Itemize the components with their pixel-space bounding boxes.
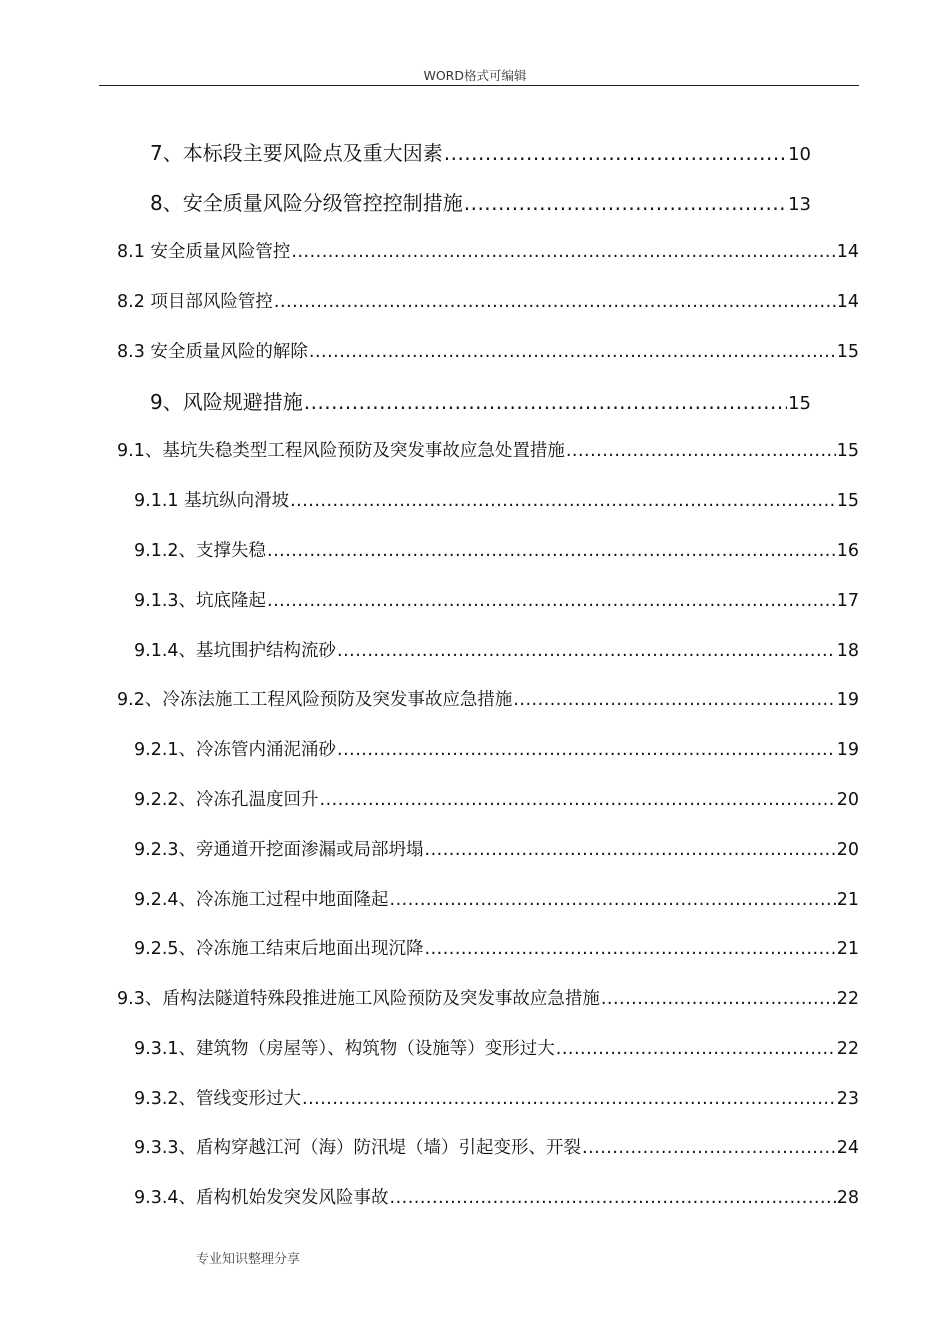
toc-dot-leader [290, 491, 836, 511]
toc-dot-leader [425, 939, 836, 959]
toc-entry[interactable] [134, 1085, 859, 1110]
toc-entry-page: 22 [836, 1039, 859, 1059]
toc-entry-label: 9.3.2、管线变形过大 [134, 1089, 302, 1109]
toc-entry[interactable] [134, 935, 859, 960]
toc-dot-leader [291, 242, 835, 262]
toc-entry-label: 9.2.3、旁通道开挖面渗漏或局部坍塌 [134, 840, 424, 860]
toc-entry-page: 19 [836, 690, 859, 710]
toc-entry-label: 7、本标段主要风险点及重大因素 [150, 141, 443, 165]
toc-entry[interactable] [134, 886, 859, 911]
toc-entry-page: 21 [836, 890, 859, 910]
toc-entry[interactable] [117, 437, 859, 462]
toc-dot-leader [267, 591, 836, 611]
toc-entry-page: 24 [836, 1138, 859, 1158]
toc-entry-page: 14 [836, 242, 859, 262]
toc-entry-page: 17 [836, 591, 859, 611]
toc-dot-leader [302, 1089, 836, 1109]
toc-dot-leader [566, 441, 836, 461]
toc-dot-leader [309, 342, 836, 362]
toc-entry[interactable] [134, 637, 859, 662]
toc-dot-leader [601, 989, 836, 1009]
toc-entry[interactable] [150, 187, 811, 216]
toc-entry-page: 15 [836, 342, 859, 362]
toc-entry-label: 9.3.1、建筑物（房屋等）、构筑物（设施等）变形过大 [134, 1039, 555, 1059]
toc-entry[interactable] [134, 487, 859, 512]
toc-entry-label: 8.1 安全质量风险管控 [117, 242, 291, 262]
toc-entry[interactable] [117, 288, 859, 313]
toc-entry[interactable] [134, 786, 859, 811]
toc-entry-page: 28 [836, 1188, 859, 1208]
toc-entry-label: 9.3.3、盾构穿越江河（海）防汛堤（墙）引起变形、开裂 [134, 1138, 582, 1158]
toc-dot-leader [582, 1138, 836, 1158]
toc-dot-leader [556, 1039, 836, 1059]
toc-entry-page: 20 [836, 840, 859, 860]
toc-entry-page: 16 [836, 541, 859, 561]
toc-entry-label: 9.1.3、坑底隆起 [134, 591, 267, 611]
toc-entry[interactable] [117, 686, 859, 711]
toc-dot-leader [444, 141, 787, 165]
page-footer: 专业知识整理分享 [196, 1252, 301, 1267]
toc-entry-label: 9.1.1 基坑纵向滑坡 [134, 491, 290, 511]
toc-entry[interactable] [117, 985, 859, 1010]
toc-entry-label: 9.1.2、支撑失稳 [134, 541, 267, 561]
toc-entry-page: 20 [836, 790, 859, 810]
toc-entry[interactable] [134, 1035, 859, 1060]
toc-entry-label: 9、风险规避措施 [150, 390, 303, 414]
toc-entry-page: 15 [836, 491, 859, 511]
toc-entry[interactable] [117, 338, 859, 363]
toc-entry[interactable] [117, 238, 859, 263]
toc-entry-page: 10 [788, 144, 811, 165]
toc-entry[interactable] [134, 736, 859, 761]
toc-entry[interactable] [134, 1184, 859, 1209]
toc-entry-page: 18 [836, 641, 859, 661]
toc-dot-leader [267, 541, 836, 561]
toc-entry-page: 19 [836, 740, 859, 760]
toc-entry-label: 8.2 项目部风险管控 [117, 292, 273, 312]
toc-entry-label: 9.2.5、冷冻施工结束后地面出现沉降 [134, 939, 424, 959]
toc-entry[interactable] [134, 587, 859, 612]
toc-dot-leader [390, 890, 836, 910]
toc-dot-leader [337, 740, 836, 760]
toc-entry-label: 9.1.4、基坑围护结构流砂 [134, 641, 337, 661]
toc-entry-label: 8.3 安全质量风险的解除 [117, 342, 308, 362]
toc-entry[interactable] [134, 836, 859, 861]
toc-entry[interactable] [150, 137, 811, 166]
toc-entry-label: 9.2.4、冷冻施工过程中地面隆起 [134, 890, 389, 910]
toc-dot-leader [513, 690, 835, 710]
toc-entry[interactable] [134, 537, 859, 562]
page-header: WORD格式可编辑 [423, 68, 527, 83]
toc-entry-page: 13 [788, 194, 811, 215]
toc-entry-label: 9.3、盾构法隧道特殊段推进施工风险预防及突发事故应急措施 [117, 989, 600, 1009]
toc-dot-leader [464, 191, 787, 215]
toc-entry-page: 14 [836, 292, 859, 312]
toc-dot-leader [337, 641, 836, 661]
toc-entry-page: 22 [836, 989, 859, 1009]
toc-dot-leader [425, 840, 836, 860]
toc-entry-page: 23 [836, 1089, 859, 1109]
toc-dot-leader [304, 390, 787, 414]
toc-entry-label: 8、安全质量风险分级管控控制措施 [150, 191, 463, 215]
toc-dot-leader [320, 790, 836, 810]
toc-entry-label: 9.2.1、冷冻管内涌泥涌砂 [134, 740, 337, 760]
toc-dot-leader [274, 292, 836, 312]
toc-dot-leader [390, 1188, 836, 1208]
toc-entry[interactable] [150, 386, 811, 415]
toc-entry-page: 21 [836, 939, 859, 959]
toc-entry-label: 9.2.2、冷冻孔温度回升 [134, 790, 319, 810]
toc-entry-label: 9.1、基坑失稳类型工程风险预防及突发事故应急处置措施 [117, 441, 565, 461]
toc-entry[interactable] [134, 1134, 859, 1159]
toc-entry-page: 15 [836, 441, 859, 461]
toc-entry-page: 15 [788, 393, 811, 414]
toc-entry-label: 9.3.4、盾构机始发突发风险事故 [134, 1188, 389, 1208]
toc-entry-label: 9.2、冷冻法施工工程风险预防及突发事故应急措施 [117, 690, 513, 710]
